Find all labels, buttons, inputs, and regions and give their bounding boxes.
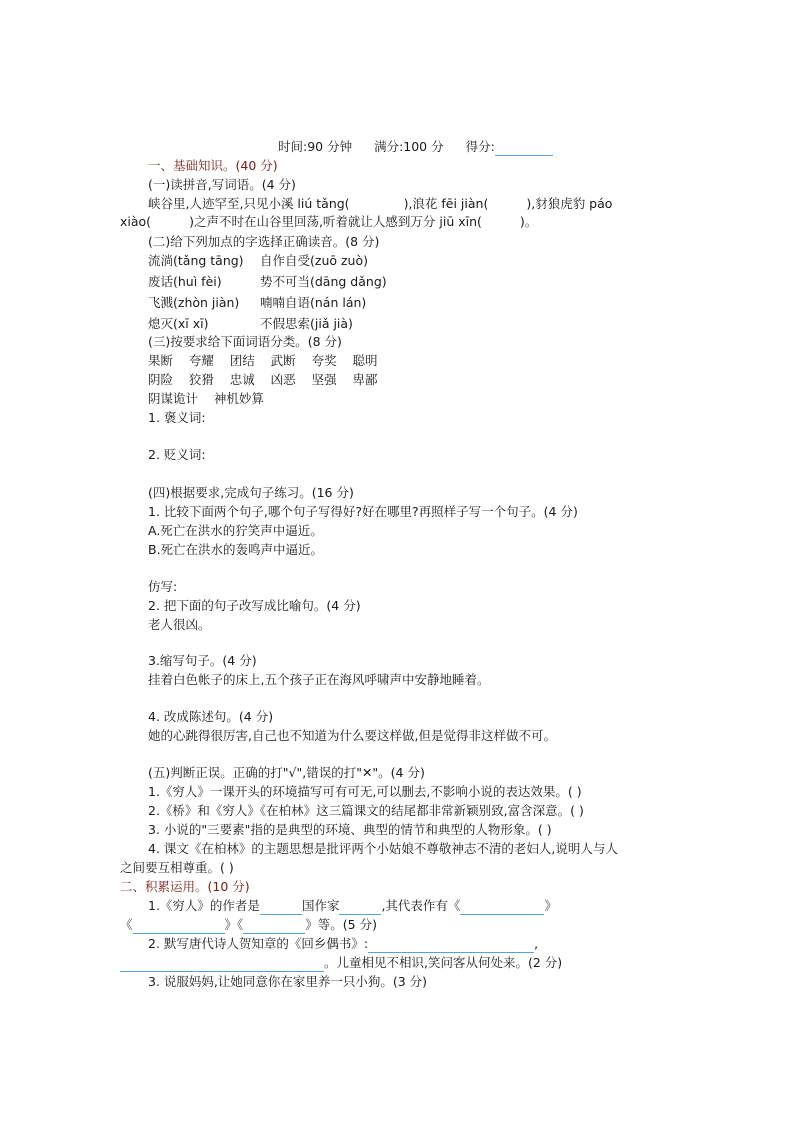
acc-text: ,: [534, 936, 539, 951]
q5-judge-1: 1.《穷人》一课开头的环境描写可有可无,可以删去,不影响小说的表达效果。( ): [148, 784, 582, 799]
q2-title: (二)给下列加点的字选择正确读音。(8 分): [148, 234, 380, 249]
acc-text: 》: [544, 898, 557, 913]
q1-text: xiào(: [120, 214, 152, 229]
q5-judge-2: 2.《桥》和《穷人》《在柏林》这三篇课文的结尾都非常新颖别致,富含深意。( ): [148, 803, 584, 818]
q1-text: 峡谷里,人迹罕至,只见小溪 liú tǎng(: [148, 196, 350, 211]
q2-item: 废话(huì fèi): [148, 274, 222, 289]
q4-item-4: 4. 改成陈述句。(4 分): [148, 709, 274, 724]
q1-line2: [120, 213, 537, 231]
q4-sentence-a: A.死亡在洪水的狞笑声中逼近。: [148, 523, 323, 538]
acc-blank-work[interactable]: [460, 900, 544, 915]
q4-item-1: 1. 比较下面两个句子,哪个句子写得好?好在哪里?再照样子写一个句子。(4 分): [148, 504, 578, 519]
q3-title: (三)按要求给下面词语分类。(8 分): [148, 334, 342, 349]
score-label: 得分:: [465, 139, 495, 154]
section-accumulation: 二、积累运用。(10 分): [120, 879, 250, 894]
q5-judge-3: 3. 小说的"三要素"指的是典型的环境、典型的情节和典型的人物形象。( ): [148, 822, 552, 837]
acc-blank-work[interactable]: [133, 919, 225, 934]
q5-judge-4: 4. 课文《在柏林》的主题思想是批评两个小姑娘不尊敬神志不清的老妇人,说明人与人: [148, 841, 618, 856]
q1-title: (一)读拼音,写词语。(4 分): [148, 177, 296, 192]
q1-text: )之声不时在山谷里回荡,听着就让人感到万分 jiū xīn(: [189, 214, 482, 229]
q1-text: )。: [519, 214, 538, 229]
q2-item: 自作自受(zuō zuò): [260, 253, 368, 268]
acc-item-1: [148, 897, 557, 915]
q3-words-row: 阴谋诡计 神机妙算: [148, 391, 264, 406]
time-info: 时间:90 分钟: [278, 139, 353, 154]
section-basic-knowledge: 一、基础知识。(40 分): [148, 158, 278, 173]
q2-item: 熄灭(xī xī): [148, 316, 209, 331]
acc-blank-author[interactable]: [260, 900, 302, 915]
q4-item-4-sentence: 她的心跳得很厉害,自己也不知道为什么要这样做,但是觉得非这样做不可。: [148, 728, 556, 743]
score-blank[interactable]: [495, 141, 553, 156]
q3-derogatory-label: 2. 贬义词:: [148, 447, 206, 462]
q2-item: 势不可当(dāng dǎng): [260, 274, 387, 289]
q4-item-2: 2. 把下面的句子改写成比喻句。(4 分): [148, 598, 361, 613]
q4-imitate-label: 仿写:: [148, 579, 178, 594]
acc-blank-poem-line[interactable]: [368, 938, 534, 953]
q4-sentence-b: B.死亡在洪水的轰鸣声中逼近。: [148, 542, 324, 557]
acc-text: 2. 默写唐代诗人贺知章的《回乡偶书》:: [148, 936, 369, 951]
acc-blank-poem-line[interactable]: [120, 957, 324, 972]
acc-blank-work[interactable]: [243, 919, 305, 934]
acc-item-1-cont: [120, 916, 377, 934]
q4-item-3-sentence: 挂着白色帐子的床上,五个孩子正在海风呼啸声中安静地睡着。: [148, 672, 490, 687]
q2-item: 不假思索(jiǎ jià): [260, 316, 353, 331]
q2-item: 飞溅(zhòn jiàn): [148, 295, 240, 310]
acc-item-3: 3. 说服妈妈,让她同意你在家里养一只小狗。(3 分): [148, 974, 428, 989]
full-score-info: 满分:100 分: [374, 139, 444, 154]
q5-judge-4-cont: 之间要互相尊重。( ): [120, 860, 234, 875]
acc-text: 《: [120, 917, 133, 932]
q4-title: (四)根据要求,完成句子练习。(16 分): [148, 485, 354, 500]
acc-text: ,其代表作有《: [381, 898, 461, 913]
acc-text: 》等。(5 分): [305, 917, 377, 932]
q4-item-3: 3.缩写句子。(4 分): [148, 653, 257, 668]
q2-item: 流淌(tǎng tāng): [148, 253, 244, 268]
exam-header: [278, 138, 553, 156]
q1-text: ),豺狼虎豹 páo: [526, 196, 613, 211]
acc-item-2-cont: [120, 954, 562, 972]
acc-text: 。儿童相见不相识,笑问客从何处来。(2 分): [324, 955, 563, 970]
q1-text: ),浪花 fēi jiàn(: [403, 196, 489, 211]
q3-commendatory-label: 1. 褒义词:: [148, 410, 206, 425]
acc-text: 》《: [224, 917, 244, 932]
q2-item: 喃喃自语(nán lán): [260, 295, 367, 310]
acc-text: 国作家: [301, 898, 340, 913]
q3-words-row: 果断 夸耀 团结 武断 夸奖 聪明: [148, 353, 378, 368]
q5-title: (五)判断正误。正确的打"√",错误的打"✕"。(4 分): [148, 765, 425, 780]
q1-line1: [148, 195, 612, 213]
q2-row: [148, 252, 244, 270]
acc-item-2: [148, 935, 538, 953]
q3-words-row: 阴险 狡猾 忠诚 凶恶 坚强 卑鄙: [148, 372, 378, 387]
acc-text: 1.《穷人》的作者是: [148, 898, 260, 913]
acc-blank-country[interactable]: [339, 900, 381, 915]
q4-item-2-sentence: 老人很凶。: [148, 617, 211, 632]
